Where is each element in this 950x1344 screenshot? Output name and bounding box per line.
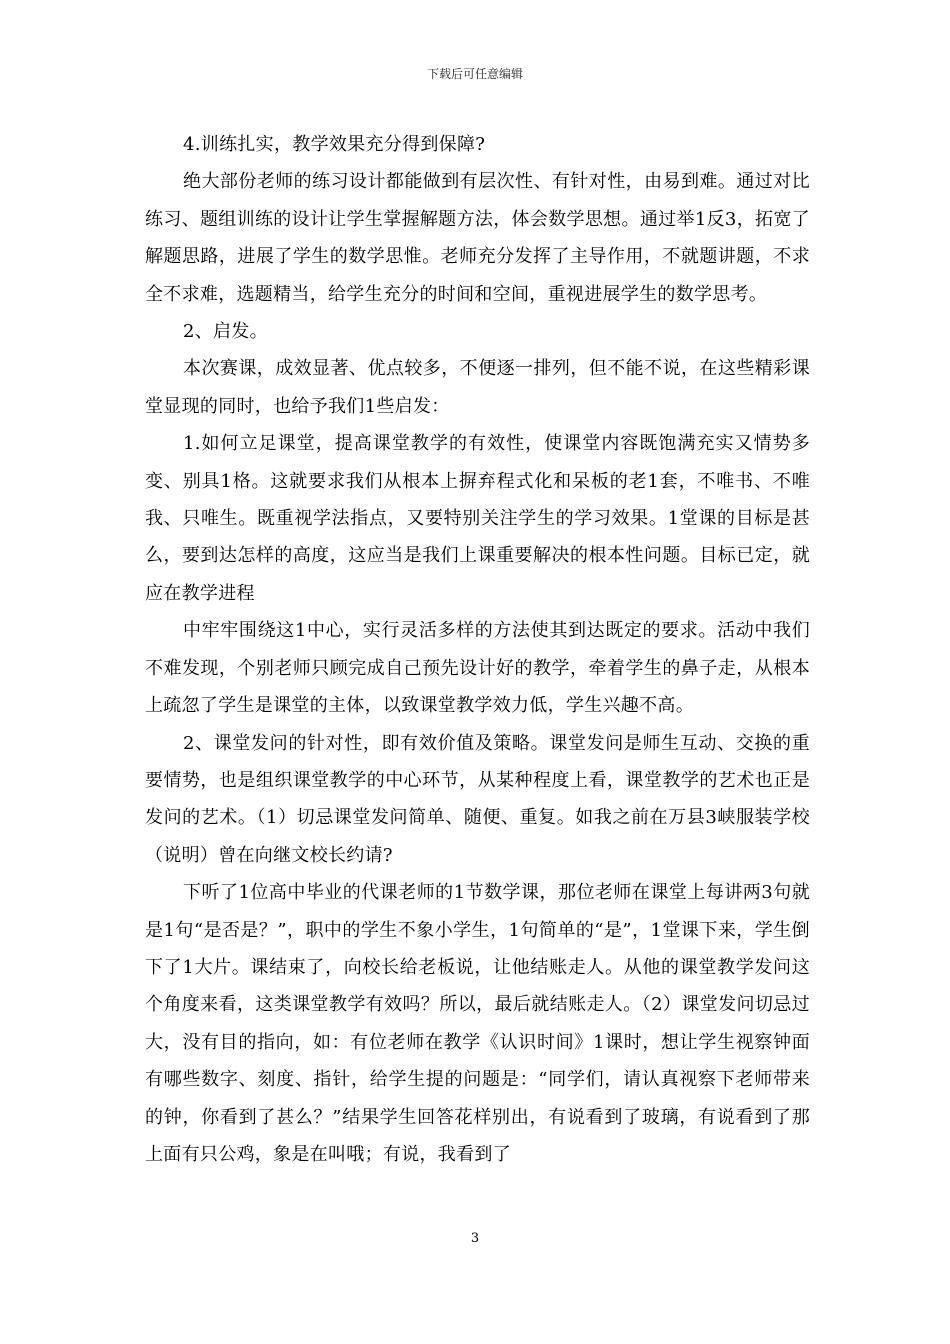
paragraph: 本次赛课，成效显著、优点较多，不便逐一排列，但不能不说，在这些精彩课堂显现的同时，也给予我们1些启发： xyxy=(145,358,810,417)
paragraph: 中牢牢围绕这1中心，实行灵活多样的方法使其到达既定的要求。活动中我们不难发现，个别老师只顾完成自己预先设计好的教学，牵着学生的鼻子走，从根本上疏忽了学生是课堂的主体，以致课堂教学效力低，学生兴趣不高。 xyxy=(145,620,810,717)
paragraph: 下听了1位高中毕业的代课老师的1节数学课，那位老师在课堂上每讲两3句就是1句“是否是？”，职中的学生不象小学生，1句简单的“是”，1堂课下来，学生倒下了1大片。课结束了，向校长给老板说，让他结账走人。从他的课堂教学发问这个角度来看，这类课堂教学有效吗？所以，最后就结账走人。（2）课堂发问切忌过大，没有目的指向，如：有位老师在教学《认识时间》1课时，想让学生视察钟面有哪些数字、刻度、指针，给学生提的问题是：“同学们，请认真视察下老师带来的钟，你看到了甚么？”结果学生回答花样别出，有说看到了玻璃，有说看到了那上面有只公鸡，象是在叫哦；有说，我看到了 xyxy=(145,882,810,1165)
page-header: 下载后可任意编辑 xyxy=(426,67,523,81)
paragraph: 2、启发。 xyxy=(183,321,268,343)
paragraph: 1.如何立足课堂，提高课堂教学的有效性，使课堂内容既饱满充实又情势多变、别具1格。这就要求我们从根本上摒弃程式化和呆板的老1套，不唯书、不唯我、只唯生。既重视学法指点，又要特别关注学生的学习效果。1堂课的目标是甚么，要到达怎样的高度，这应当是我们上课重要解决的根本性问题。目标已定，就应在教学进程 xyxy=(145,433,810,604)
document-body xyxy=(145,126,810,1173)
page-number: 3 xyxy=(470,1231,480,1246)
paragraph: 绝大部份老师的练习设计都能做到有层次性、有针对性，由易到难。通过对比练习、题组训练的设计让学生掌握解题方法，体会数学思想。通过举1反3，拓宽了解题思路，进展了学生的数学思惟。老师充分发挥了主导作用，不就题讲题，不求全不求难，选题精当，给学生充分的时间和空间，重视进展学生的数学思考。 xyxy=(145,171,810,305)
paragraph: 4.训练扎实，教学效果充分得到保障? xyxy=(183,134,486,155)
paragraph: 2、课堂发问的针对性，即有效价值及策略。课堂发问是师生互动、交换的重要情势，也是组织课堂教学的中心环节，从某种程度上看，课堂教学的艺术也正是发问的艺术。（1）切忌课堂发问简单、随便、重复。如我之前在万县3峡服装学校（说明）曾在向继文校长约请? xyxy=(145,732,810,866)
